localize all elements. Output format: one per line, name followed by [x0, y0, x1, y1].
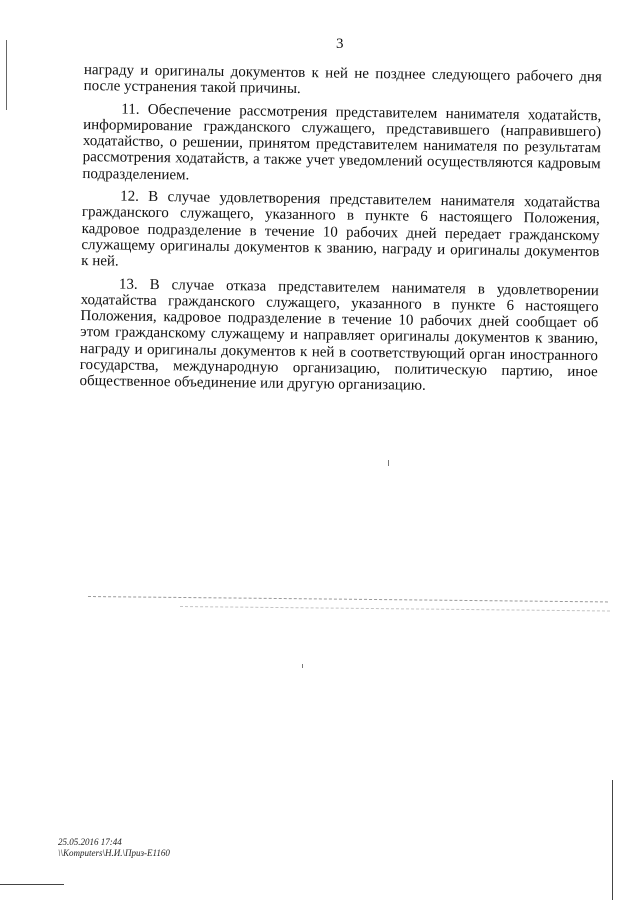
scan-speck — [388, 460, 389, 466]
scan-artifact-left-edge — [6, 40, 7, 110]
scan-speck — [302, 664, 303, 668]
paragraph-item-13: 13. В случае отказа представителем нанимателя в удовлетворении ходатайства гражданского служащего, указанного в пункте 6 настоящего Положения, кадровое подразделение в течение 10 рабочих дней сообщает об этом гражданскому служащему и направляет оригиналы документов к званию, награду и оригиналы документов к ней в соответствующий орган иностранного государства, международную организацию, политическую партию, иное общественное объединение или другую организацию. — [79, 276, 599, 395]
document-body — [79, 62, 602, 403]
scan-artifact-fold-line — [88, 596, 608, 602]
footer-timestamp: 25.05.2016 17:44 — [58, 837, 122, 847]
scan-artifact-bottom-edge — [0, 884, 64, 885]
scan-artifact-right-edge — [612, 780, 613, 900]
footer-file-path: \\Komputers\Н.И.\Приз-Е1160 — [58, 848, 170, 858]
page-number: 3 — [336, 36, 344, 52]
paragraph-item-11: 11. Обеспечение рассмотрения представителем нанимателя ходатайств, информирование гражданского служащего, представившего (направившего) ходатайство, о решении, принятом представителем нанимателя по результатам рассмотрения ходатайств, а также учет уведомлений осуществляются кадровым подразделением. — [82, 101, 602, 184]
paragraph-item-12: 12. В случае удовлетворения представителем нанимателя ходатайства гражданского служащего, указанного в пункте 6 настоящего Положения, кадровое подразделение в течение 10 рабочих дней передает гражданскому служащему оригиналы документов к званию, награду и оригиналы документов к ней. — [81, 188, 601, 270]
document-footer — [58, 837, 170, 859]
scan-artifact-fold-line-faint — [180, 606, 610, 612]
paragraph-continuation: награду и оригиналы документов к ней не позднее следующего рабочего дня после устранения такой причины. — [83, 62, 602, 98]
